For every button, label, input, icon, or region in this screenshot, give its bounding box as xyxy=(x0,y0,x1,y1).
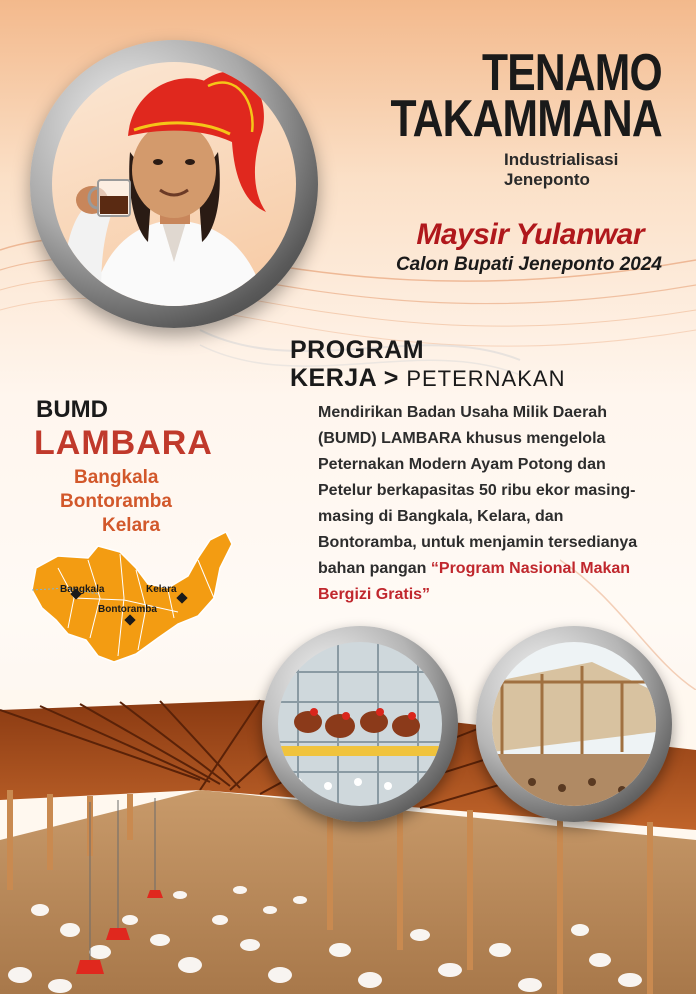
coop-photo-frame xyxy=(476,626,672,822)
program-heading xyxy=(290,336,565,393)
subtitle-line-1: Industrialisasi xyxy=(504,150,619,169)
candidate-portrait xyxy=(52,62,296,306)
cage-illustration xyxy=(278,642,442,806)
title-line-1: TENAMO xyxy=(482,44,662,102)
candidate-name: Maysir Yulanwar xyxy=(416,218,644,251)
bumd-name: LAMBARA xyxy=(34,424,213,462)
program-description xyxy=(318,400,658,608)
candidate-role: Calon Bupati Jeneponto 2024 xyxy=(395,254,662,275)
program-heading-line-1: PROGRAM xyxy=(290,336,425,364)
map-label-bangkala: Bangkala xyxy=(60,584,105,595)
campaign-title xyxy=(390,44,662,148)
program-heading-kerja: KERJA > xyxy=(290,364,399,392)
region-map xyxy=(28,528,238,668)
campaign-subtitle xyxy=(504,150,644,190)
map-label-kelara: Kelara xyxy=(146,584,177,595)
program-heading-line-2 xyxy=(290,364,565,393)
candidate-portrait-frame xyxy=(30,40,318,328)
cage-photo xyxy=(278,642,442,806)
title-line-2: TAKAMMANA xyxy=(390,90,662,148)
subtitle-line-2: Jeneponto xyxy=(504,170,590,189)
coop-photo xyxy=(492,642,656,806)
bumd-area-3: Kelara xyxy=(102,515,161,536)
bumd-area-2: Bontoramba xyxy=(60,491,172,512)
program-category: PETERNAKAN xyxy=(406,366,566,391)
map-label-bontoramba: Bontoramba xyxy=(98,604,157,615)
program-description-text: Mendirikan Badan Usaha Milik Daerah (BUMD) LAMBARA khusus mengelola Peternakan Modern Ayam Potong dan Petelur berkapasitas 50 ribu ekor masing-masing di Bangkala, Kelara, dan Bontoramba, untuk menjamin tersedianya bahan pangan xyxy=(318,404,638,577)
bumd-label: BUMD xyxy=(36,396,108,423)
cage-photo-frame xyxy=(262,626,458,822)
bumd-area-1: Bangkala xyxy=(74,467,159,488)
coop-illustration xyxy=(492,642,656,806)
portrait-illustration xyxy=(52,62,296,306)
region-map-shape xyxy=(28,528,238,668)
program-highlight: “Program Nasional Makan Bergizi Gratis” xyxy=(318,560,631,603)
